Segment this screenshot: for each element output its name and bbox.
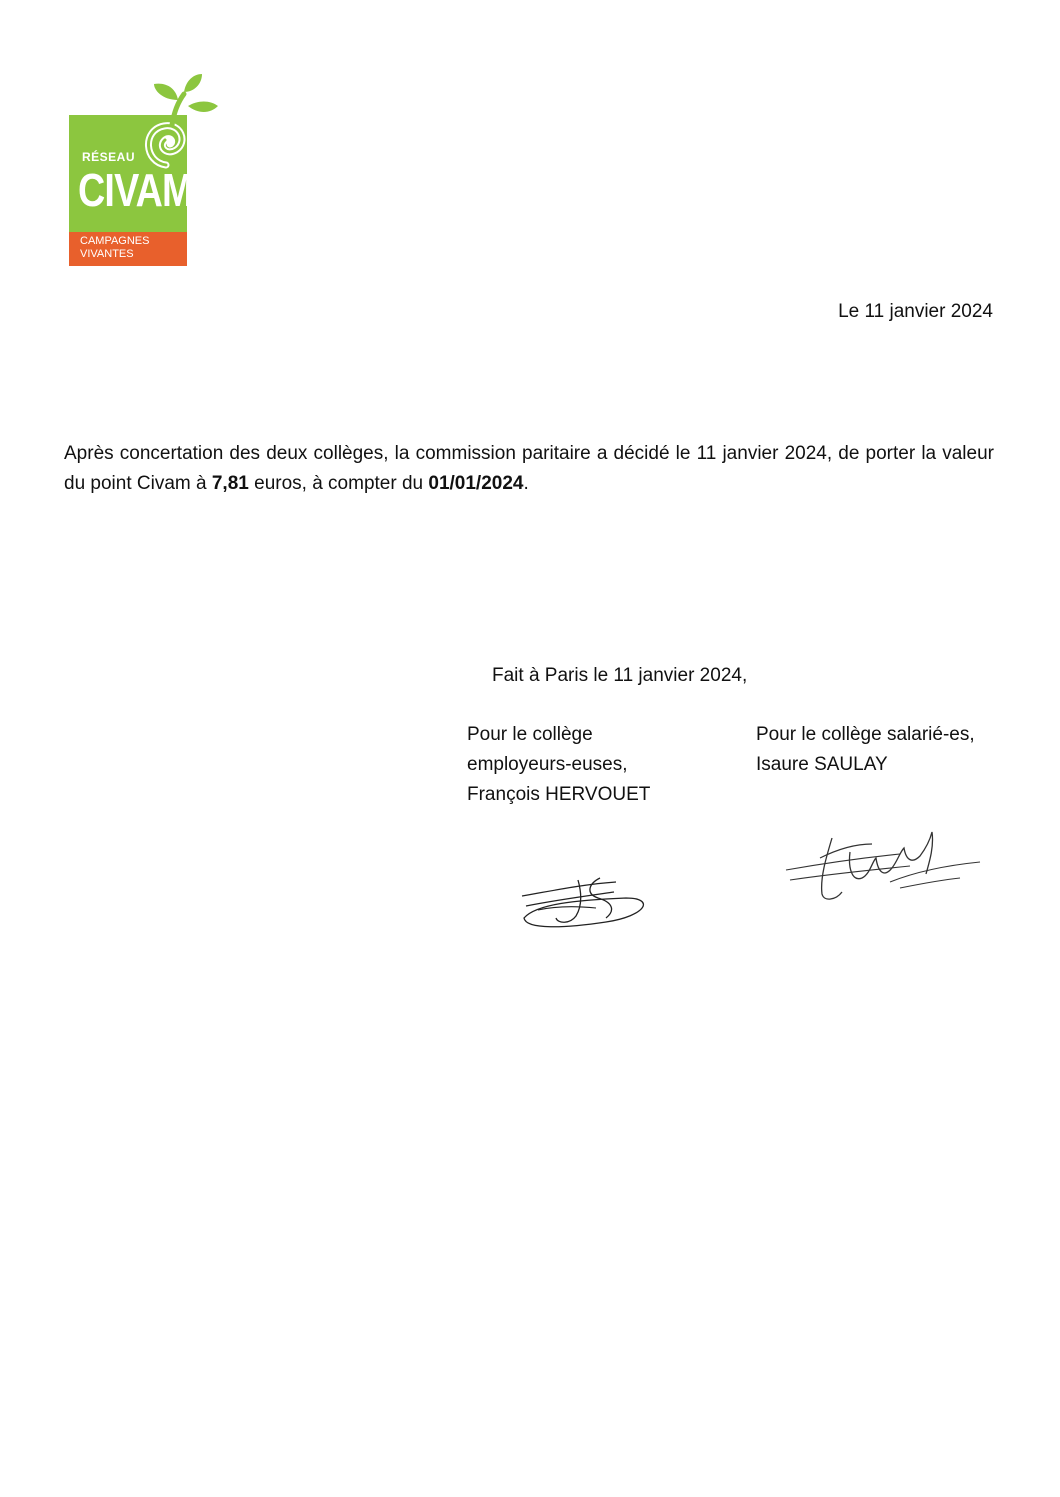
employers-name: François HERVOUET — [467, 784, 651, 805]
place-date-line: Fait à Paris le 11 janvier 2024, — [492, 665, 748, 686]
civam-logo — [66, 70, 226, 270]
point-value: 7,81 — [211, 473, 249, 494]
logo-civam-text: CIVAM — [78, 164, 193, 216]
body-text-part2: euros, à compter du — [248, 473, 429, 494]
logo-tagline-2: VIVANTES — [80, 248, 134, 260]
body-text-part3: . — [523, 473, 529, 494]
body-text-part1: Après concertation des deux collèges, la commission paritaire a décidé le 11 janvier 2024, de porter la valeur du point Civam à — [64, 443, 994, 494]
letter-date: Le 11 janvier 2024 — [838, 301, 993, 322]
effective-date: 01/01/2024 — [428, 473, 524, 494]
logo-tagline-1: CAMPAGNES — [80, 235, 150, 247]
employees-signatory-block — [756, 720, 975, 780]
employees-name: Isaure SAULAY — [756, 754, 888, 775]
employees-line1: Pour le collège salarié-es, — [756, 724, 975, 745]
signature-saulay — [780, 818, 990, 918]
logo-reseau-text: RÉSEAU — [82, 150, 136, 164]
employers-line2: employeurs-euses, — [467, 754, 628, 775]
body-paragraph — [64, 439, 994, 499]
signature-hervouet — [516, 870, 656, 935]
employers-signatory-block — [467, 720, 650, 810]
employers-line1: Pour le collège — [467, 724, 593, 745]
